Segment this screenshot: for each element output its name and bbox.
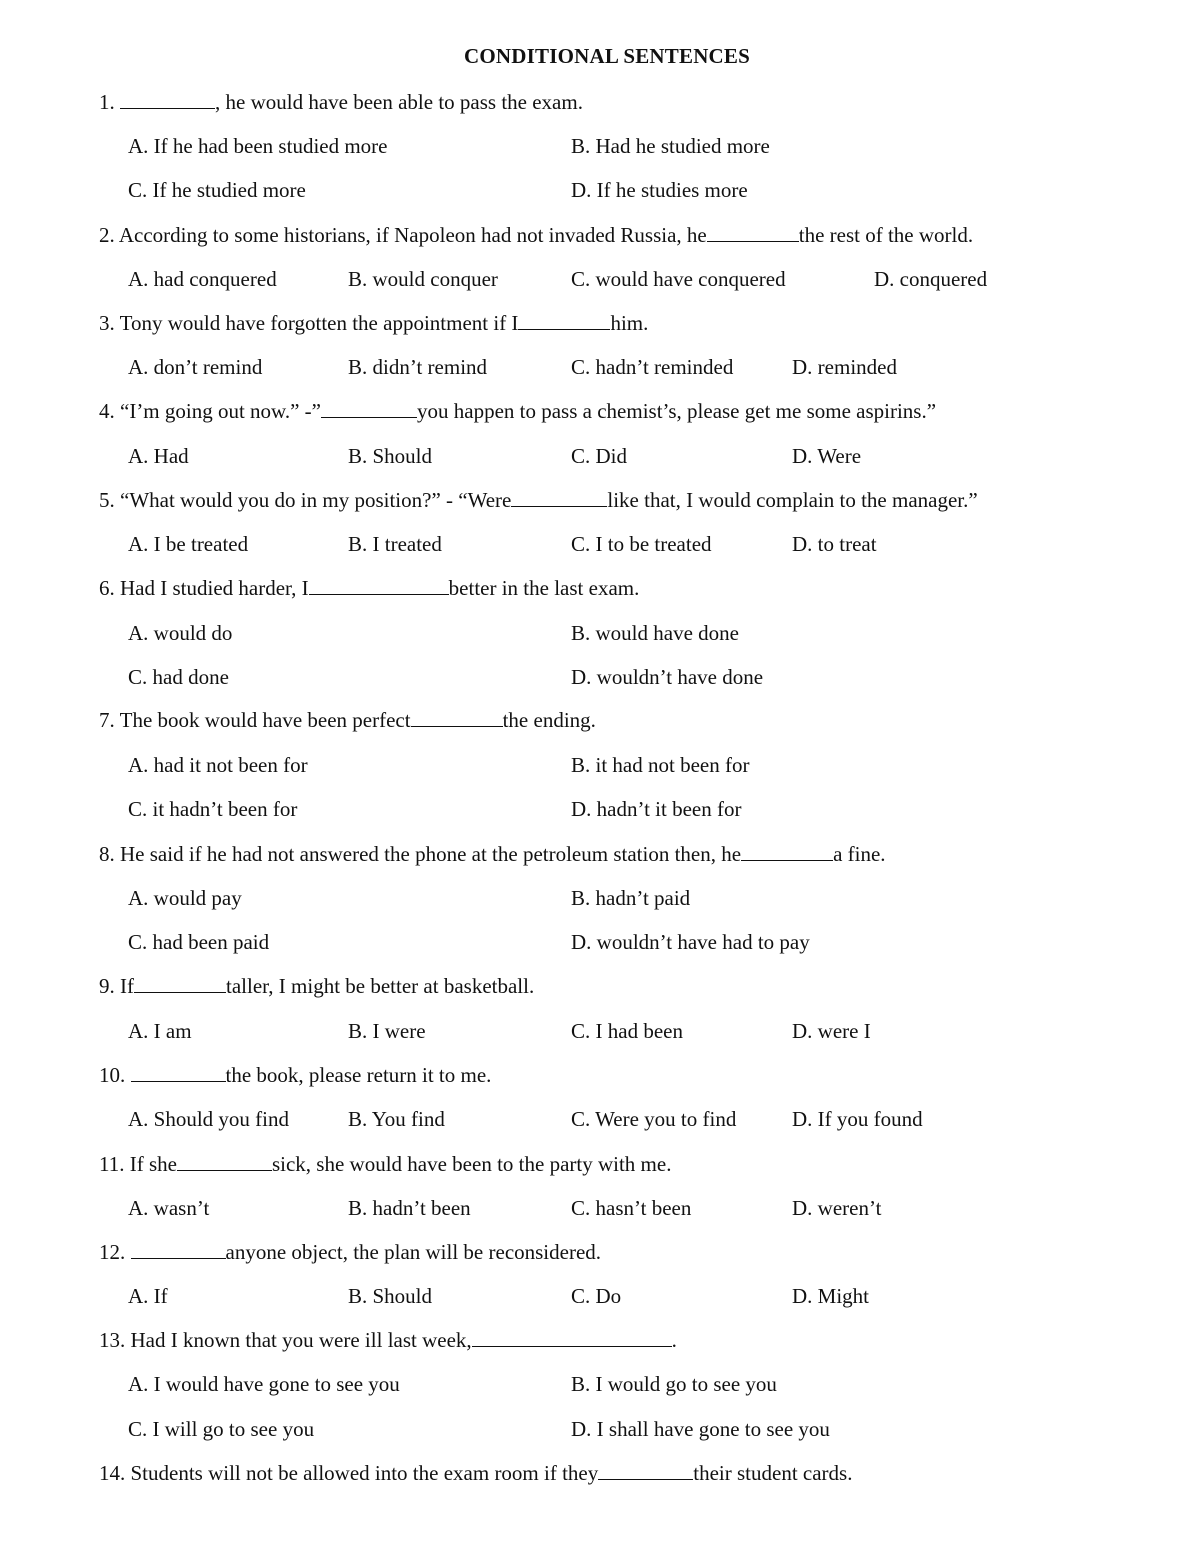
answer-option-c[interactable]: C. I to be treated (571, 532, 712, 556)
options-row (128, 1194, 1178, 1222)
answer-blank[interactable] (321, 398, 417, 418)
answer-option-b[interactable]: B. hadn’t paid (571, 886, 691, 910)
question-number: 14. (99, 1461, 126, 1485)
answer-option-a[interactable]: A. If he had been studied more (128, 134, 388, 158)
question-text-after: . (671, 1328, 677, 1352)
answer-option-c[interactable]: C. Do (571, 1284, 622, 1308)
options-row (128, 1415, 1178, 1443)
answer-option-b[interactable]: B. hadn’t been (348, 1196, 471, 1220)
options-row (128, 663, 1178, 691)
answer-blank[interactable] (411, 707, 503, 727)
answer-option-b[interactable]: B. didn’t remind (348, 355, 488, 379)
question-number: 8. (99, 842, 115, 866)
question-text-after: like that, I would complain to the manager.” (607, 488, 978, 512)
answer-option-d[interactable]: D. reminded (792, 355, 897, 379)
answer-option-b[interactable]: B. would conquer (348, 267, 498, 291)
answer-option-a[interactable]: A. don’t remind (128, 355, 263, 379)
question-text-before: He said if he had not answered the phone at the petroleum station then, he (114, 842, 742, 866)
question-text-after: him. (610, 311, 649, 335)
question-text-after: a fine. (833, 842, 886, 866)
options-row (128, 530, 1178, 558)
question-text-after: you happen to pass a chemist’s, please get me some aspirins.” (417, 399, 937, 423)
answer-option-d[interactable]: D. Might (792, 1284, 870, 1308)
answer-option-b[interactable]: B. I were (348, 1019, 426, 1043)
question-number: 3. (99, 311, 115, 335)
options-row (128, 176, 1178, 204)
answer-option-a[interactable]: A. had it not been for (128, 753, 308, 777)
question-1 (99, 88, 583, 116)
question-number: 6. (99, 576, 115, 600)
answer-option-b[interactable]: B. Should (348, 444, 433, 468)
options-row (128, 884, 1178, 912)
answer-option-a[interactable]: A. wasn’t (128, 1196, 210, 1220)
question-12 (99, 1238, 601, 1266)
answer-option-d[interactable]: D. wouldn’t have had to pay (571, 930, 810, 954)
answer-option-c[interactable]: C. hasn’t been (571, 1196, 692, 1220)
question-7 (99, 706, 596, 734)
question-text-after: the book, please return it to me. (225, 1063, 492, 1087)
question-5 (99, 486, 978, 514)
answer-option-d[interactable]: D. hadn’t it been for (571, 797, 742, 821)
answer-blank[interactable] (741, 841, 833, 861)
answer-option-b[interactable]: B. it had not been for (571, 753, 750, 777)
answer-option-c[interactable]: C. had been paid (128, 930, 270, 954)
answer-option-c[interactable]: C. it hadn’t been for (128, 797, 298, 821)
answer-option-c[interactable]: C. I had been (571, 1019, 683, 1043)
question-6 (99, 574, 639, 602)
answer-option-a[interactable]: A. would pay (128, 886, 242, 910)
answer-option-a[interactable]: A. had conquered (128, 267, 277, 291)
answer-blank[interactable] (131, 1239, 226, 1259)
options-row (128, 1105, 1178, 1133)
question-text-before: Students will not be allowed into the exam room if they (125, 1461, 599, 1485)
question-text-before: If she (124, 1152, 177, 1176)
answer-option-c[interactable]: C. had done (128, 665, 229, 689)
question-number: 13. (99, 1328, 126, 1352)
answer-blank[interactable] (131, 1062, 226, 1082)
answer-option-d[interactable]: D. If you found (792, 1107, 923, 1131)
question-number: 9. (99, 974, 115, 998)
answer-option-a[interactable]: A. I be treated (128, 532, 249, 556)
question-10 (99, 1061, 491, 1089)
options-row (128, 751, 1178, 779)
question-number: 10. (99, 1063, 126, 1087)
answer-option-a[interactable]: A. would do (128, 621, 233, 645)
answer-blank[interactable] (309, 575, 449, 595)
answer-blank[interactable] (472, 1327, 672, 1347)
options-row (128, 928, 1178, 956)
answer-blank[interactable] (120, 89, 215, 109)
question-text-before: If (114, 974, 134, 998)
options-row (128, 619, 1178, 647)
question-2 (99, 221, 973, 249)
question-number: 1. (99, 90, 115, 114)
answer-option-c[interactable]: C. Did (571, 444, 628, 468)
answer-option-d[interactable]: D. weren’t (792, 1196, 882, 1220)
answer-blank[interactable] (518, 310, 610, 330)
question-text-before: Tony would have forgotten the appointment if I (114, 311, 519, 335)
answer-option-b[interactable]: B. I would go to see you (571, 1372, 777, 1396)
answer-blank[interactable] (134, 973, 226, 993)
answer-option-d[interactable]: D. were I (792, 1019, 871, 1043)
answer-option-a[interactable]: A. I am (128, 1019, 192, 1043)
answer-option-c[interactable]: C. If he studied more (128, 178, 306, 202)
question-text-after: anyone object, the plan will be reconsidered. (225, 1240, 602, 1264)
answer-blank[interactable] (598, 1460, 693, 1480)
question-8 (99, 840, 886, 868)
answer-option-b[interactable]: B. would have done (571, 621, 739, 645)
question-3 (99, 309, 648, 337)
answer-option-a[interactable]: A. If (128, 1284, 168, 1308)
question-9 (99, 972, 534, 1000)
answer-option-d[interactable]: D. I shall have gone to see you (571, 1417, 830, 1441)
question-4 (99, 397, 936, 425)
answer-option-d[interactable]: D. to treat (792, 532, 877, 556)
options-row (128, 1017, 1178, 1045)
question-13 (99, 1326, 677, 1354)
question-number: 7. (99, 708, 115, 732)
question-text-before: Had I known that you were ill last week, (125, 1328, 472, 1352)
question-text-after: sick, she would have been to the party with me. (271, 1152, 672, 1176)
question-number: 2. (99, 223, 115, 247)
answer-option-c[interactable]: C. would have conquered (571, 267, 786, 291)
options-row (128, 1370, 1178, 1398)
answer-blank[interactable] (511, 487, 607, 507)
question-11 (99, 1150, 671, 1178)
question-text-after: the rest of the world. (798, 223, 974, 247)
question-number: 12. (99, 1240, 126, 1264)
answer-option-d[interactable]: D. If he studies more (571, 178, 748, 202)
question-text-after: their student cards. (693, 1461, 853, 1485)
question-text-before: The book would have been perfect (114, 708, 411, 732)
question-text-after: , he would have been able to pass the exam. (215, 90, 583, 114)
answer-option-b[interactable]: B. I treated (348, 532, 442, 556)
question-text-before: According to some historians, if Napoleon had not invaded Russia, he (114, 223, 707, 247)
answer-blank[interactable] (707, 222, 799, 242)
answer-option-c[interactable]: C. Were you to find (571, 1107, 737, 1131)
answer-option-b[interactable]: B. Should (348, 1284, 433, 1308)
answer-option-d[interactable]: D. Were (792, 444, 862, 468)
answer-option-c[interactable]: C. hadn’t reminded (571, 355, 734, 379)
question-text-after: taller, I might be better at basketball. (226, 974, 535, 998)
answer-option-b[interactable]: B. You find (348, 1107, 445, 1131)
answer-option-a[interactable]: A. Had (128, 444, 189, 468)
question-text-after: the ending. (502, 708, 596, 732)
question-14 (99, 1459, 852, 1487)
question-number: 11. (99, 1152, 125, 1176)
question-text-before: “I’m going out now.” -” (114, 399, 321, 423)
answer-option-a[interactable]: A. I would have gone to see you (128, 1372, 400, 1396)
options-row (128, 353, 1178, 381)
options-row (128, 132, 1178, 160)
answer-blank[interactable] (177, 1151, 272, 1171)
page-title: CONDITIONAL SENTENCES (463, 44, 751, 68)
options-row (128, 265, 1178, 293)
answer-option-d[interactable]: D. conquered (874, 267, 988, 291)
question-text-before: “What would you do in my position?” - “Were (114, 488, 512, 512)
question-text-after: better in the last exam. (448, 576, 640, 600)
answer-option-b[interactable]: B. Had he studied more (571, 134, 770, 158)
question-number: 4. (99, 399, 115, 423)
answer-option-c[interactable]: C. I will go to see you (128, 1417, 315, 1441)
question-number: 5. (99, 488, 115, 512)
question-text-before: Had I studied harder, I (114, 576, 309, 600)
answer-option-a[interactable]: A. Should you find (128, 1107, 290, 1131)
options-row (128, 1282, 1178, 1310)
answer-option-d[interactable]: D. wouldn’t have done (571, 665, 764, 689)
options-row (128, 442, 1178, 470)
options-row (128, 795, 1178, 823)
